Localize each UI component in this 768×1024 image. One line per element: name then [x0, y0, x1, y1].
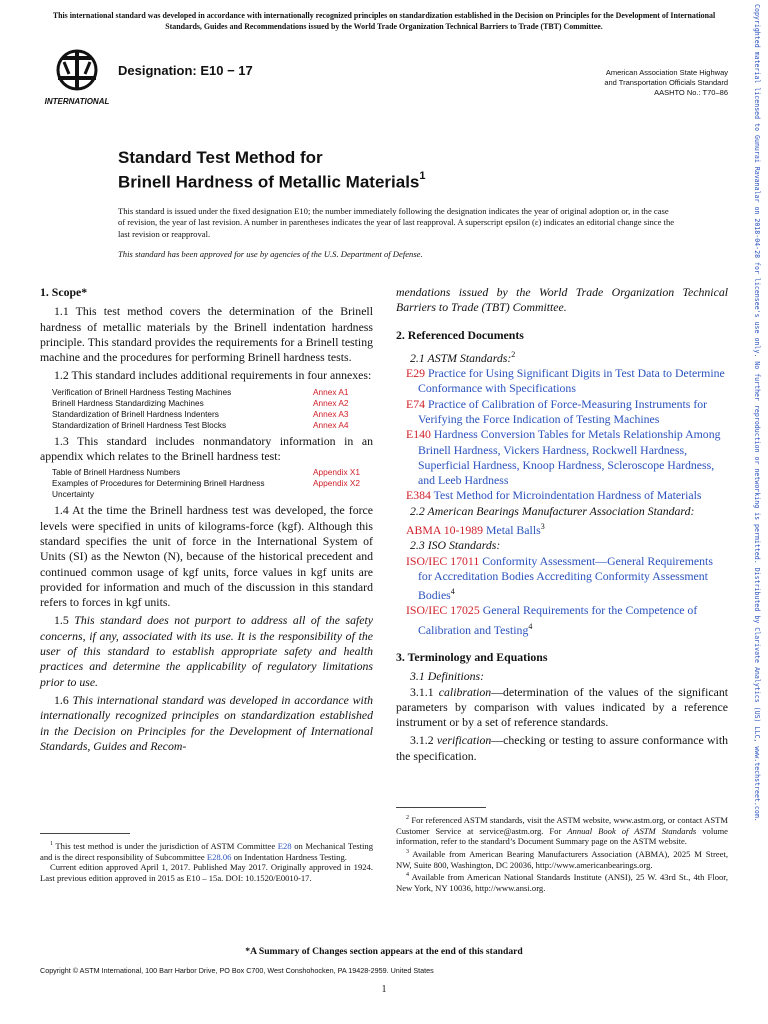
astm-label-text: 2.1 ASTM Standards: [410, 350, 512, 365]
annex-title: Standardization of Brinell Hardness Indenters [52, 408, 219, 419]
ref-code-link[interactable]: E74 [406, 396, 426, 411]
title-footnote-mark: 1 [419, 170, 426, 182]
ref-code-link[interactable]: ISO/IEC 17025 [406, 603, 480, 618]
footnotes-left [40, 839, 373, 884]
footnote-text: volume information, refer to the standard’s Document Summary page on the ASTM website. [396, 825, 728, 847]
side-watermark [753, 4, 765, 834]
ref-code-link[interactable]: ISO/IEC 17011 [406, 553, 480, 568]
footnote-italic: Annual Book of ASTM Standards [567, 825, 697, 836]
footnote-mark: 3 [406, 848, 409, 855]
table-row [40, 420, 373, 431]
appendix-link[interactable]: Appendix X2 [313, 478, 361, 489]
def-term: verification [436, 733, 492, 748]
footnote-1 [40, 839, 373, 862]
subcommittee-link[interactable]: E28.06 [206, 851, 232, 862]
scope-heading: 1. Scope* [40, 285, 88, 299]
para-1-4: 1.4 At the time the Brinell hardness test was developed, the force levels were specified in units of kilograms-force (kgf). Although this standard specifies the unit of force in the International System of Units (SI) as the Newton (N), because of the historical precedent and continued common usage of kgf units, force values in kgf units are provided for information and much of the discussion in this standard refers to forces in kgf units. [40, 503, 373, 610]
footnote-mark: 4 [406, 872, 409, 879]
definition-calibration [396, 685, 728, 731]
para-1-5 [40, 613, 373, 689]
footnote-1-edition: Current edition approved April 1, 2017. Published May 2017. Originally approved in 1924. Last previous edition approved in 2015 as E10 – 15a. DOI: 10.1520/E0010-17. [40, 862, 373, 883]
iso-label: 2.3 ISO Standards: [410, 538, 501, 553]
ref-title-link[interactable]: Conformity Assessment—General Requirements for Accreditation Bodies Accrediting Conformity Assessment Bodies [418, 553, 713, 603]
ref-title-link[interactable]: General Requirements for the Competence of Calibration and Testing [418, 603, 698, 637]
list-item [406, 397, 728, 428]
def-num: 3.1.1 [410, 684, 434, 699]
def-term: calibration [438, 684, 492, 699]
annex-link[interactable]: Annex A3 [313, 408, 349, 419]
footnote-text: For referenced ASTM standards, visit the ASTM website, www.astm.org, or contact ASTM Customer Service at service@astm.org. For [396, 814, 728, 836]
annex-link[interactable]: Annex A1 [313, 386, 349, 397]
ref-code-link[interactable]: E384 [406, 488, 431, 503]
annex-title: Brinell Hardness Standardizing Machines [52, 397, 204, 408]
annex-title: Verification of Brinell Hardness Testing Machines [52, 386, 232, 397]
annex-table [40, 387, 373, 431]
footnote-text: Available from American National Standards Institute (ANSI), 25 W. 43rd St., 4th Floor, New York, NY 10036, http://www.ansi.org. [396, 872, 728, 893]
aashto-block [560, 68, 728, 98]
list-item [406, 427, 728, 488]
ref-code-link[interactable]: E29 [406, 366, 426, 381]
referenced-heading: 2. Referenced Documents [396, 327, 524, 342]
def-text: —checking or testing to assure conformance with the specification. [396, 733, 728, 763]
para-1-6-num: 1.6 [54, 692, 69, 707]
footnote-text: on Mechanical Testing and is the direct responsibility of Subcommittee [40, 840, 374, 862]
table-row [40, 387, 373, 398]
ref-title-link[interactable]: Practice for Using Significant Digits in Test Data to Determine Conformance with Specifications [418, 366, 725, 396]
table-row [40, 398, 373, 409]
appendix-title: Examples of Procedures for Determining Brinell Hardness Uncertainty [52, 478, 265, 500]
title-line-1: Standard Test Method for [118, 148, 323, 167]
left-column [40, 285, 373, 754]
para-1-3: 1.3 This standard includes nonmandatory information in an appendix which relates to the Brinell hardness test: [40, 433, 373, 464]
ref-title-link[interactable]: Metal Balls [485, 523, 541, 537]
appendix-link[interactable]: Appendix X1 [313, 467, 361, 478]
para-1-6-continued: mendations issued by the World Trade Organization Technical Barriers to Trade (TBT) Committee. [396, 285, 728, 315]
aashto-line-2: and Transportation Officials Standard [604, 78, 728, 87]
footnotes-right [396, 813, 728, 894]
iso-sup: 4 [450, 587, 455, 597]
annex-title: Standardization of Brinell Hardness Test Blocks [52, 419, 227, 430]
appendix-table [40, 467, 373, 500]
para-1-1: 1.1 This test method covers the determination of the Brinell hardness of metallic materials by the Brinell indentation hardness principle. This standard provides the requirements for a Brinell testing machine and the procedures for performing Brinell hardness tests. [40, 304, 373, 365]
aashto-line-1: American Association State Highway [605, 68, 728, 77]
aashto-line-3: AASHTO No.: T70–86 [654, 88, 728, 97]
list-item [406, 554, 728, 604]
footnote-text: on Indentation Hardness Testing. [233, 851, 347, 862]
ref-title-link[interactable]: Practice of Calibration of Force-Measuring Instruments for Verifying the Force Indication of Testing Machines [418, 396, 708, 426]
annex-link[interactable]: Annex A4 [313, 419, 349, 430]
title-line-2: Brinell Hardness of Metallic Materials [118, 172, 420, 192]
table-row [40, 478, 373, 500]
list-item [406, 519, 728, 538]
para-1-5-num: 1.5 [54, 613, 69, 628]
ref-code-link[interactable]: E140 [406, 427, 431, 442]
footnote-divider [396, 807, 486, 808]
footnote-mark: 2 [406, 815, 409, 821]
astm-label-sup: 2 [511, 349, 516, 359]
astm-standards-label [396, 347, 728, 366]
definitions-label: 3.1 Definitions: [410, 669, 485, 684]
committee-link[interactable]: E28 [277, 840, 292, 851]
abma-label: 2.2 American Bearings Manufacturer Association Standard: [410, 503, 695, 518]
def-num: 3.1.2 [410, 733, 434, 748]
footnote-4 [396, 870, 728, 893]
summary-note: *A Summary of Changes section appears at the end of this standard [245, 946, 523, 957]
terminology-heading: 3. Terminology and Equations [396, 649, 548, 664]
definition-verification [396, 733, 728, 764]
list-item [406, 366, 728, 397]
logo-subtext: INTERNATIONAL [44, 97, 110, 106]
list-item [406, 488, 728, 503]
page-number: 1 [381, 984, 387, 995]
astm-logo [42, 46, 112, 108]
side-watermark-text: Copyrighted material licensed to Gunurai Ravanalar on 2018-04-28 for licensee's use only. No further reproduction or networking is permitted. Distributed by Clarivate Analytics (US) LLC, www.techstreet.com. [753, 4, 761, 822]
footnote-2 [396, 813, 728, 847]
para-1-6 [40, 693, 373, 754]
document-title [118, 147, 426, 193]
astm-logo-mark [42, 46, 112, 108]
ref-title-link[interactable]: Test Method for Microindentation Hardness of Materials [433, 488, 702, 503]
designation: Designation: E10 − 17 [118, 63, 253, 78]
ref-title-link[interactable]: Hardness Conversion Tables for Metals Relationship Among Brinell Hardness, Vickers Hardness, Rockwell Hardness, Superficial Hardness, Knoop Hardness, Scleroscope Hardness, and Leeb Hardness [418, 427, 721, 488]
approved-note: This standard has been approved for use by agencies of the U.S. Department of Defense. [118, 249, 423, 259]
footnote-3 [396, 847, 728, 870]
right-column [396, 285, 728, 764]
para-1-6-text: This international standard was developed in accordance with internationally recognized principles on standardization established in the Decision on Principles for the Development of International Standards, Guides and Recom- [40, 692, 373, 753]
ref-code-link[interactable]: ABMA 10-1989 [406, 523, 484, 537]
para-1-5-text: This standard does not purport to address all of the safety concerns, if any, associated with its use. It is the responsibility of the user of this standard to establish appropriate safety and health practices and determine the applicability of regulatory limitations prior to use. [40, 613, 373, 689]
para-1-2: 1.2 This standard includes additional requirements in four annexes: [54, 368, 372, 383]
top-notice: This international standard was developed in accordance with internationally recognized principles on standardization established in the Decision on Principles for the Development of International Standards, Guides and Recommendations issued by the World Trade Organization Technical Barriers to Trade (TBT) Committee. [52, 11, 716, 31]
def-text: —determination of the values of the significant parameters by comparison with values indicated by a reference instrument or by a set of reference standards. [396, 684, 729, 730]
iso-sup: 4 [528, 621, 533, 631]
abma-sup: 3 [540, 522, 545, 532]
footnote-mark: 1 [50, 841, 53, 847]
table-row [40, 467, 373, 478]
issue-note: This standard is issued under the fixed designation E10; the number immediately following the designation indicates the year of original adoption or, in the case of revision, the year of last revision. A number in parentheses indicates the year of last reapproval. A superscript epsilon (ε) indicates an editorial change since the last revision or reapproval. [118, 206, 675, 239]
table-row [40, 409, 373, 420]
footnote-text: Available from American Bearing Manufacturers Association (ABMA), 2025 M Street, NW, Suite 800, Washington, DC 20036, http://www.americanbearings.org. [396, 848, 728, 870]
footnote-divider [40, 833, 130, 834]
copyright: Copyright © ASTM International, 100 Barr Harbor Drive, PO Box C700, West Conshohocken, PA 19428-2959. United States [40, 966, 434, 975]
appendix-title: Table of Brinell Hardness Numbers [52, 467, 181, 478]
list-item [406, 603, 728, 638]
footnote-text: This test method is under the jurisdiction of ASTM Committee [55, 840, 276, 851]
annex-link[interactable]: Annex A2 [313, 397, 349, 408]
